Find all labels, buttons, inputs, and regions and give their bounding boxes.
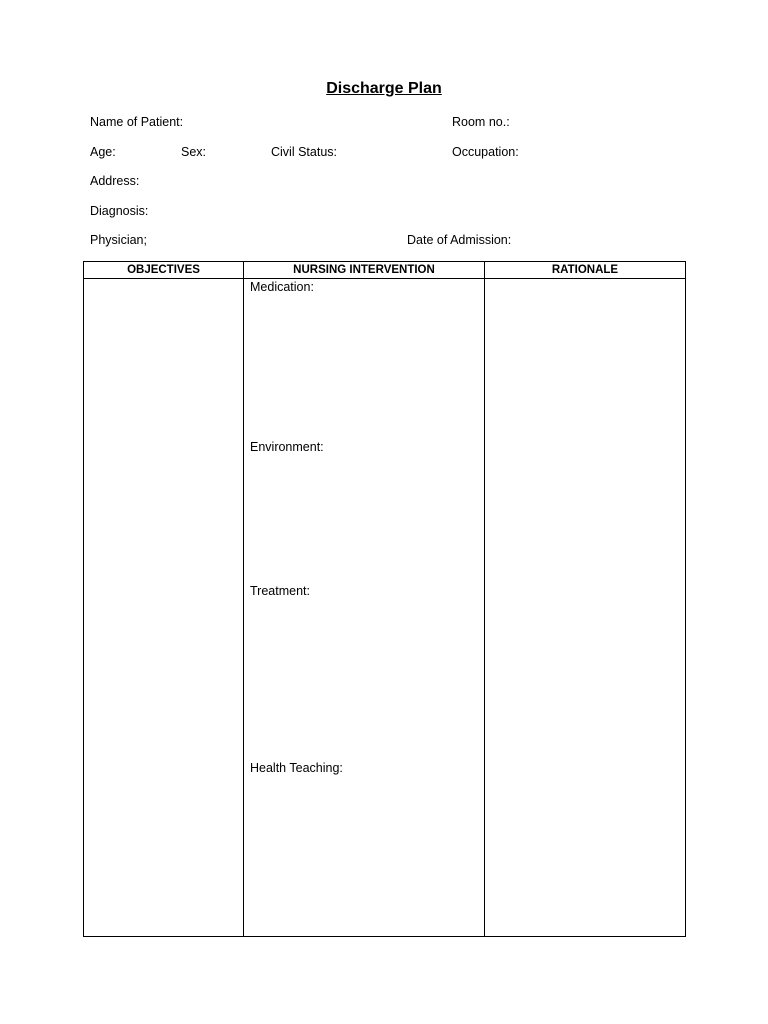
civil-status-label: Civil Status:	[271, 145, 337, 159]
name-of-patient-label: Name of Patient:	[90, 115, 184, 129]
document-title: Discharge Plan	[326, 80, 442, 97]
date-of-admission-label: Date of Admission:	[407, 233, 512, 247]
objectives-header: OBJECTIVES	[127, 264, 200, 276]
age-label: Age:	[90, 145, 116, 159]
room-no-label: Room no.:	[452, 115, 510, 129]
occupation-label: Occupation:	[452, 145, 519, 159]
column-divider	[484, 262, 485, 936]
discharge-plan-table	[83, 261, 686, 937]
rationale-header: RATIONALE	[551, 264, 619, 276]
address-label: Address:	[90, 174, 140, 188]
column-divider	[243, 262, 244, 936]
health-teaching-label: Health Teaching:	[250, 761, 343, 775]
header-row-divider	[84, 278, 685, 279]
diagnosis-label: Diagnosis:	[90, 204, 149, 218]
environment-label: Environment:	[250, 440, 324, 454]
medication-label: Medication:	[250, 280, 314, 294]
sex-label: Sex:	[181, 145, 207, 159]
nursing-intervention-header: NURSING INTERVENTION	[293, 264, 435, 276]
treatment-label: Treatment:	[250, 584, 310, 598]
physician-label: Physician;	[90, 233, 147, 247]
